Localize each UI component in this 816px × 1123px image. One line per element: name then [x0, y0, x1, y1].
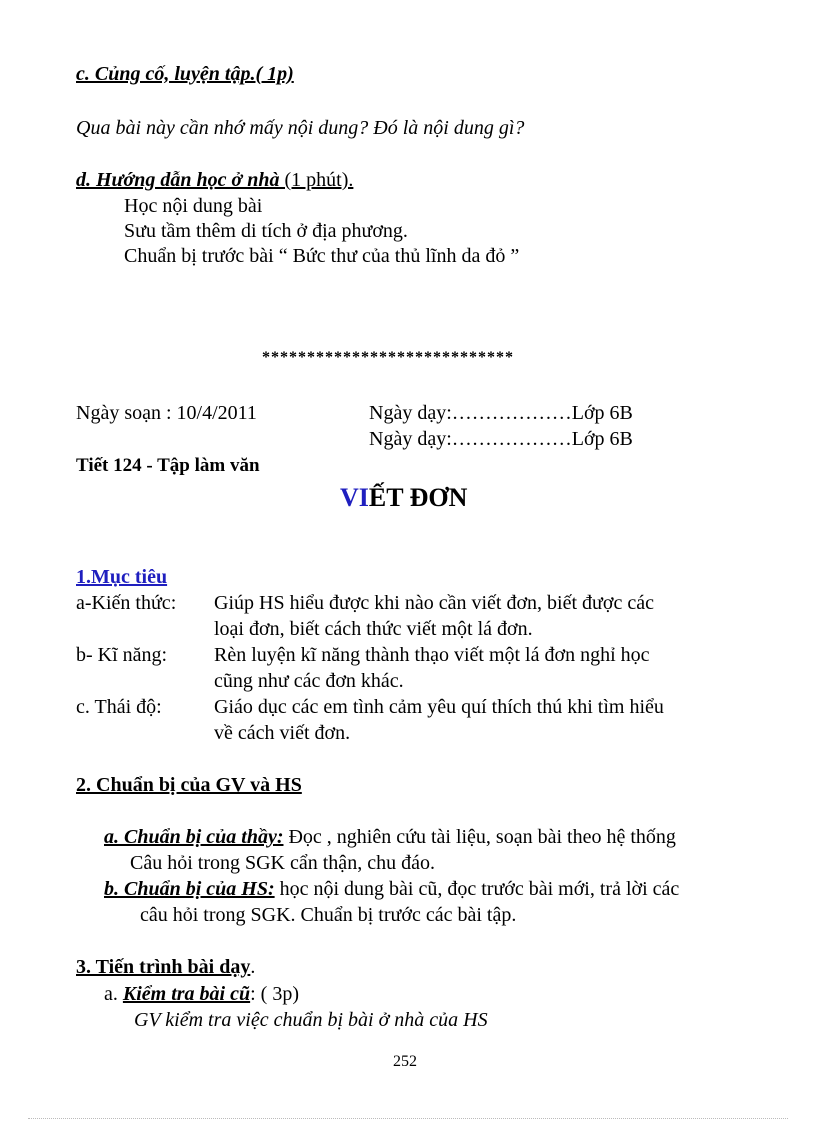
objective-label: a-Kiến thức: [76, 592, 177, 614]
title-part1: VI [340, 483, 369, 512]
teach-date-row: Ngày dạy:………………Lớp 6B [369, 402, 633, 424]
homework-item: Học nội dung bài [124, 195, 263, 217]
process-sub-label: Kiểm tra bài cũ [122, 983, 251, 1005]
student-prep-line [104, 879, 679, 899]
objective-text: Giáo dục các em tình cảm yêu quí thích thú khi tìm hiểu [214, 696, 664, 718]
homework-item: Chuẩn bị trước bài “ Bức thư của thủ lĩnh da đỏ ” [124, 245, 520, 267]
section-c-question: Qua bài này cần nhớ mấy nội dung? Đó là nội dung gì? [76, 117, 525, 139]
teacher-prep-line [104, 827, 676, 847]
student-prep-label: b. Chuẩn bị của HS: [104, 878, 275, 900]
teacher-prep-label: a. Chuẩn bị của thầy: [104, 826, 284, 848]
homework-item: Sưu tầm thêm di tích ở địa phương. [124, 220, 408, 242]
objective-text: Rèn luyện kĩ năng thành thạo viết một lá đơn nghỉ học [214, 644, 650, 666]
page-bottom-rule [28, 1118, 788, 1119]
star-separator: **************************** [262, 349, 514, 366]
prep-date: Ngày soạn : 10/4/2011 [76, 402, 257, 424]
section-d-heading-line [76, 170, 353, 190]
page-number: 252 [393, 1053, 417, 1070]
objective-text: về cách viết đơn. [214, 722, 351, 744]
teacher-prep-text-2: Câu hỏi trong SGK cẩn thận, chu đáo. [130, 852, 435, 874]
period-subject: - Tập làm văn [141, 455, 260, 476]
objective-text: loại đơn, biết cách thức viết một lá đơn. [214, 618, 533, 640]
teach-date-row: Ngày dạy:………………Lớp 6B [369, 428, 633, 450]
period-number: Tiết 124 [76, 455, 142, 476]
process-sub-line [104, 984, 299, 1004]
student-prep-text: học nội dung bài cũ, đọc trước bài mới, trả lời các [274, 878, 680, 900]
process-sub-text: GV kiểm tra việc chuẩn bị bài ở nhà của HS [134, 1009, 488, 1031]
objectives-heading: 1.Mục tiêu [76, 566, 168, 588]
objective-text: Giúp HS hiểu được khi nào cần viết đơn, biết được các [214, 592, 654, 614]
process-sub-suffix: : ( 3p) [250, 983, 300, 1005]
process-heading: 3. Tiến trình bài dạy [76, 956, 251, 978]
objective-label: c. Thái độ: [76, 696, 162, 718]
objective-label: b- Kĩ năng: [76, 644, 168, 666]
process-heading-line [76, 957, 255, 977]
process-sub-prefix: a. [104, 983, 123, 1005]
section-c-heading: c. Củng cố, luyện tập.( 1p) [76, 63, 294, 85]
period-line [76, 456, 260, 475]
student-prep-text-2: câu hỏi trong SGK. Chuẩn bị trước các bài tập. [140, 904, 517, 926]
preparation-heading: 2. Chuẩn bị của GV và HS [76, 774, 302, 796]
objective-text: cũng như các đơn khác. [214, 670, 404, 692]
title-part2: ẾT ĐƠN [368, 483, 468, 512]
page-title [340, 485, 467, 511]
section-d-heading-suffix: (1 phút). [279, 169, 354, 191]
process-heading-suffix: . [250, 956, 256, 978]
teacher-prep-text: Đọc , nghiên cứu tài liệu, soạn bài theo hệ thống [283, 826, 676, 848]
section-d-heading: d. Hướng dẫn học ở nhà [76, 169, 280, 191]
